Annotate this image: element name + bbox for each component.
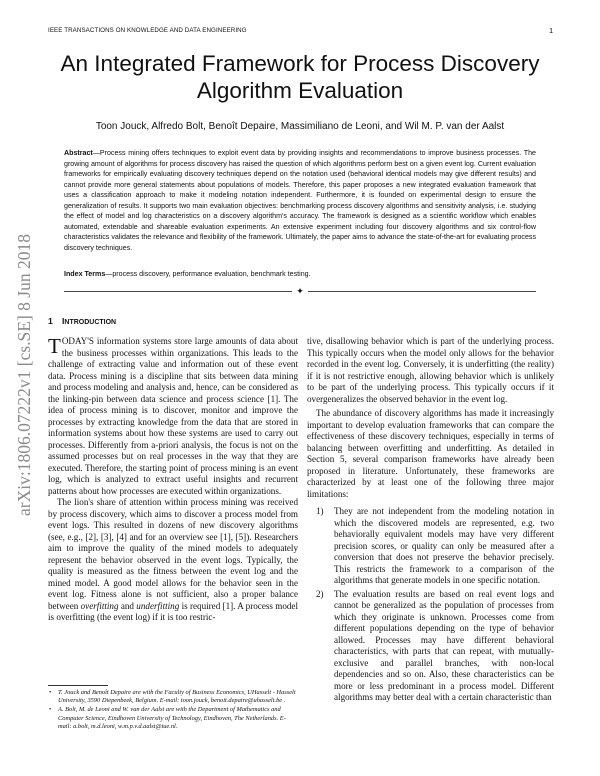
section-number: 1 bbox=[48, 316, 53, 326]
footnotes bbox=[48, 689, 298, 732]
paragraph-3: The abundance of discovery algorithms has made it increasingly important to develop evaluation frameworks that can compare the effectiveness of these discovery techniques, especially in terms of balancing between overfitting and underfitting. As detailed in Section 5, several comparison frameworks have already been proposed in literature. Unfortunately, these frameworks are characterized by at least one of the following three major limitations: bbox=[307, 408, 554, 499]
paragraph-2-and: and bbox=[118, 600, 137, 611]
footnote-text: A. Bolt, M. de Leoni and W. van der Aalst are with the Department of Mathematics and Computer Science, Eindhoven University of Technology, Eindhoven, The Netherlands. E-mail: a.bolt, m.d.leoni, w.m.p.v.d.aalst@tue.nl. bbox=[58, 706, 286, 730]
bullet-icon: • bbox=[49, 706, 52, 714]
paragraph-1-text: information systems store large amounts of data about the business processes within organizations. This leads to the challenge of extracting value and information out of these event data. Process mining is a discipline that sits between data mining and process modeling and analysis and, hence, can be considered as the linking-pin between data science and process science [1]. The idea of process mining is to discover, monitor and improve the processes by extracting knowledge from the data that are stored in information systems about how these systems are used to carry out processes. Differently from a-priori analysis, the focus is not on the assumed processes but on real processes in the way that they are executed. Therefore, the starting point of process mining is an event log, which is analyzed to extract useful insights and recurrent patterns about how processes are executed within organizations. bbox=[48, 336, 298, 496]
paragraph-1 bbox=[48, 336, 298, 497]
paragraph-2-continued: tive, disallowing behavior which is part of the underlying process. This typically occurs when the model only allows for the behavior recorded in the event log. Conversely, it is underfitting (the reality) if it is not restrictive enough, allowing behavior which is unlikely to be part of the underlying process. This typically occurs if it overgeneralizes the observed behavior in the event log. bbox=[307, 336, 554, 404]
list-item bbox=[307, 589, 554, 704]
term-overfitting: overfitting bbox=[80, 600, 119, 611]
footnote bbox=[48, 689, 298, 705]
term-underfitting: underfitting bbox=[136, 600, 180, 611]
section-separator bbox=[64, 285, 536, 297]
bullet-icon: • bbox=[49, 689, 52, 696]
index-terms bbox=[64, 270, 536, 278]
index-terms-label: Index Terms bbox=[64, 270, 106, 278]
separator-line-right bbox=[308, 291, 536, 292]
footnote-divider bbox=[48, 685, 108, 686]
section-title-rest: NTRODUCTION bbox=[64, 319, 117, 326]
list-item-text: The evaluation results are based on real event logs and cannot be generalized as the population of processes from which they originate is unknown. Processes come from different populations depending on the type of behavior allowed. Processes may have different behavioral characteristics, with parts that can repeat, with mutually-exclusive and parallel branches, with non-local dependencies and so on. Also, these characteristics can be more or less predominant in a process model. Different algorithms may better deal with a certain characteristic than bbox=[334, 588, 554, 702]
paragraph-2-text: The lion's share of attention within process mining was received by process discovery, which aims to discover a process model from event logs. This resulted in dozens of new discovery algorithms (see, e.g., [2], [3], [4] and for an overview see [1], [5]). Researchers aim to improve the quality of the mined models to adequately represent the behavior observed in the event logs. Typically, the quality is measured as the fitness between the event log and the mined model. A good model allows for the behavior seen in the event log. Fitness alone is not sufficient, also a proper balance between bbox=[48, 497, 298, 611]
paragraph-2 bbox=[48, 497, 298, 624]
index-terms-text: —process discovery, performance evaluation, benchmark testing. bbox=[105, 270, 311, 278]
body-column-left bbox=[48, 336, 298, 624]
abstract-text: —Process mining offers techniques to exploit event data by providing insights and recommendations to improve business processes. The growing amount of algorithms for process discovery has raised the question of which algorithms perform best on a given event log. Current evaluation frameworks for empirically evaluating discovery techniques depend on the notation used (behavioral identical models may give different results) and cannot provide more general statements about populations of models. Therefore, this paper proposes a new integrated evaluation framework that uses a classification approach to make it modeling notation independent. Furthermore, it is founded on experimental design to ensure the generalization of results. It supports two main evaluation objectives: benchmarking process discovery algorithms and sensitivity analysis, i.e. studying the effect of model and log characteristics on a discovery algorithm's accuracy. The framework is designed as a scientific workflow which enables automated, extendable and shareable evaluation experiments. An extensive experiment including four discovery algorithms and six control-flow characteristics validates the relevance and flexibility of the framework. Ultimately, the paper aims to advance the state-of-the-art for evaluating process discovery techniques. bbox=[64, 149, 536, 252]
drop-cap: T bbox=[48, 334, 61, 358]
list-item-number: 1) bbox=[316, 506, 324, 516]
limitations-list bbox=[307, 506, 554, 704]
separator-diamond-icon: ✦ bbox=[296, 286, 304, 296]
running-header: IEEE TRANSACTIONS ON KNOWLEDGE AND DATA ENGINEERING bbox=[48, 27, 247, 34]
page-number: 1 bbox=[549, 26, 554, 35]
body-column-right bbox=[307, 336, 554, 706]
section-heading-introduction bbox=[48, 316, 116, 326]
list-item bbox=[307, 506, 554, 587]
lead-caps: ODAY'S bbox=[61, 336, 94, 346]
list-item-number: 2) bbox=[316, 588, 324, 599]
abstract-label: Abstract bbox=[64, 149, 93, 157]
author-list: Toon Jouck, Alfredo Bolt, Benoît Depaire, Massimiliano de Leoni, and Wil M. P. van der Aalst bbox=[95, 121, 505, 132]
footnote bbox=[48, 706, 298, 731]
arxiv-stamp bbox=[12, 200, 38, 550]
arxiv-identifier: arXiv:1806.07222v1 [cs.SE] 8 Jun 2018 bbox=[14, 234, 34, 516]
list-item-text: They are not independent from the modeling notation in which the discovered models are represented, e.g. two behaviorally equivalent models may have very different precision scores, or quality can only be measured after a conversion that does not preserve the behavior precisely. This restricts the framework to a comparison of the algorithms that generate models in one specific notation. bbox=[334, 506, 554, 585]
paragraph-2-end: is required [1]. A process model is overfitting (the event log) if it is too restric- bbox=[48, 600, 298, 622]
paper-title: An Integrated Framework for Process Discovery Algorithm Evaluation bbox=[60, 51, 540, 103]
footnote-text: T. Jouck and Benoît Depaire are with the Faculty of Business Economics, UHasselt - Hasselt University, 3590 Diepenbeek, Belgium. E-mail: toon.jouck, benoit.depaire@uhasselt.be . bbox=[58, 689, 296, 705]
section-title-initial: I bbox=[62, 316, 65, 326]
separator-line-left bbox=[64, 291, 292, 292]
abstract bbox=[64, 148, 536, 253]
